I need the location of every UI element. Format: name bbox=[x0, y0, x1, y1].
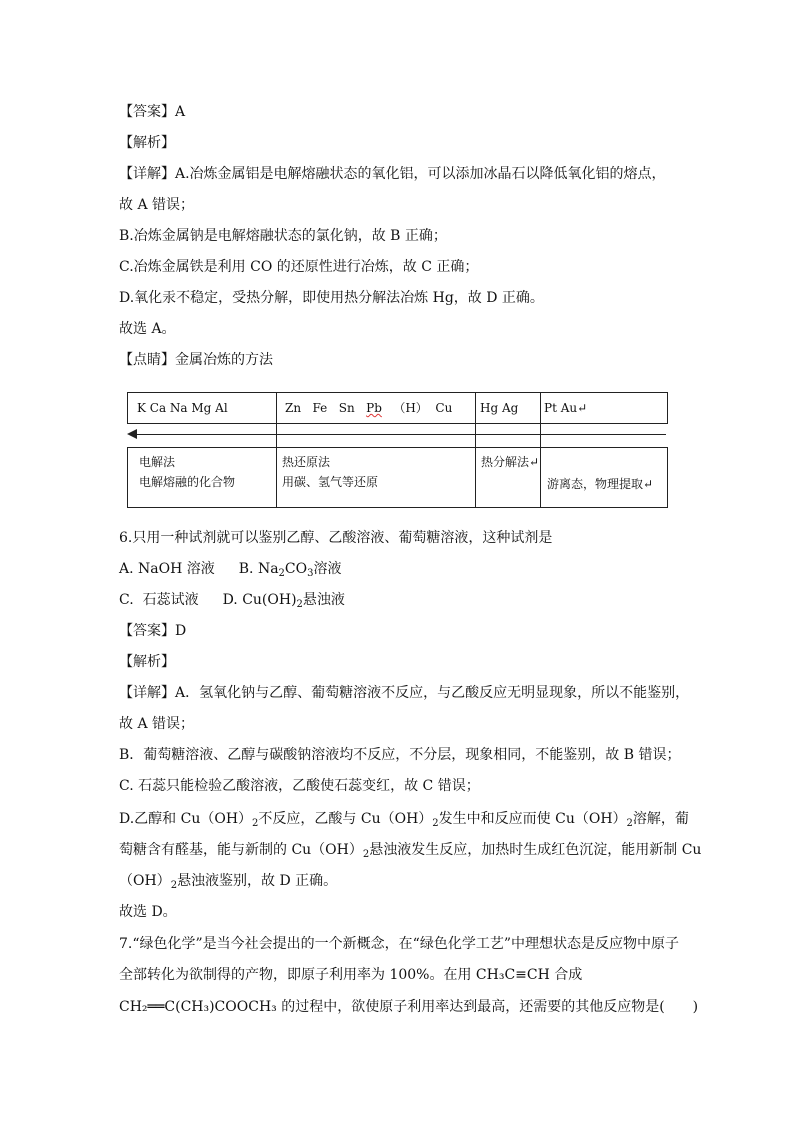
question-7-stem: CH₂══C(CH₃)COOCH₃ 的过程中，欲使原子利用率达到最高，还需要的其他反应物是( ) bbox=[119, 999, 699, 1015]
metal-group-thermal-decomposition: Hg Ag bbox=[480, 401, 519, 415]
question-6-options-ab: A. NaOH 溶液 B. $Na_2CO_3$溶液 bbox=[119, 561, 342, 579]
option-b-explanation: B.冶炼金属钠是电解熔融状态的氯化钠，故 B 正确； bbox=[119, 228, 447, 244]
method-thermal-reduction: 热还原法 bbox=[282, 455, 331, 469]
conclusion: 故选 A。 bbox=[119, 321, 176, 337]
method-electrolysis-desc: 电解熔融的化合物 bbox=[139, 475, 236, 489]
detail-line: 萄糖含有醛基，能与新制的 $Cu(OH)_2$悬浊液发生反应，加热时生成红色沉淀，能用新制 Cu bbox=[119, 842, 702, 860]
method-thermal-reduction-desc: 用碳、氢气等还原 bbox=[282, 475, 379, 489]
analysis-label: 【解析】 bbox=[119, 654, 175, 670]
metal-group-thermal-reduction: Zn Fe Sn Pb （H） Cu bbox=[285, 401, 453, 415]
tip-label: 【点睛】金属冶炼的方法 bbox=[119, 352, 273, 368]
answer-label: 【答案】D bbox=[119, 623, 187, 639]
question-6-stem: 6.只用一种试剂就可以鉴别乙醇、乙酸溶液、葡萄糖溶液，这种试剂是 bbox=[119, 530, 553, 546]
detail-line: D.乙醇和 $Cu(OH)_2$不反应，乙酸与 $Cu(OH)_2$发生中和反应而使 $Cu(OH)_2$溶解，葡 bbox=[119, 811, 689, 829]
metal-group-electrolysis: K Ca Na Mg Al bbox=[137, 401, 228, 415]
detail-line: 【详解】A.冶炼金属铝是电解熔融状态的氧化铝，可以添加冰晶石以降低氧化铝的熔点， bbox=[119, 166, 666, 182]
detail-line: B．葡萄糖溶液、乙醇与碳酸钠溶液均不反应，不分层，现象相同，不能鉴别，故 B 错误； bbox=[119, 747, 681, 763]
detail-line: 故 A 错误； bbox=[119, 197, 195, 213]
activity-arrow bbox=[131, 434, 666, 435]
method-physical-desc: 游离态，物理提取↵ bbox=[547, 477, 654, 491]
detail-line: $(OH)_2$悬浊液鉴别，故 D 正确。 bbox=[119, 873, 338, 891]
question-7-stem: 全部转化为欲制得的产物，即原子利用率为 100%。在用 CH₃C≡CH 合成 bbox=[119, 967, 583, 983]
method-electrolysis: 电解法 bbox=[139, 455, 176, 469]
analysis-label: 【解析】 bbox=[119, 135, 175, 151]
option-c-explanation: C.冶炼金属铁是利用 CO 的还原性进行冶炼，故 C 正确； bbox=[119, 259, 479, 275]
question-6-options-cd: C. 石蕊试液 D. $Cu(OH)_2$悬浊液 bbox=[119, 592, 345, 610]
metal-smelting-table bbox=[127, 392, 668, 508]
detail-line: 【详解】A．氢氧化钠与乙醇、葡萄糖溶液不反应，与乙酸反应无明显现象，所以不能鉴别， bbox=[119, 685, 690, 701]
arrow-left-icon bbox=[127, 429, 137, 439]
question-7-stem: 7.“绿色化学”是当今社会提出的一个新概念，在“绿色化学工艺”中理想状态是反应物中原子 bbox=[119, 936, 679, 952]
method-thermal-decomposition: 热分解法↵ bbox=[481, 455, 540, 469]
conclusion: 故选 D。 bbox=[119, 904, 177, 920]
answer-label: 【答案】A bbox=[119, 104, 186, 120]
option-d-explanation: D.氧化汞不稳定，受热分解，即使用热分解法冶炼 Hg，故 D 正确。 bbox=[119, 290, 544, 306]
detail-line: 故 A 错误； bbox=[119, 716, 195, 732]
metal-group-physical: Pt Au↵ bbox=[544, 401, 588, 415]
detail-line: C. 石蕊只能检验乙酸溶液，乙酸使石蕊变红，故 C 错误； bbox=[119, 778, 480, 794]
